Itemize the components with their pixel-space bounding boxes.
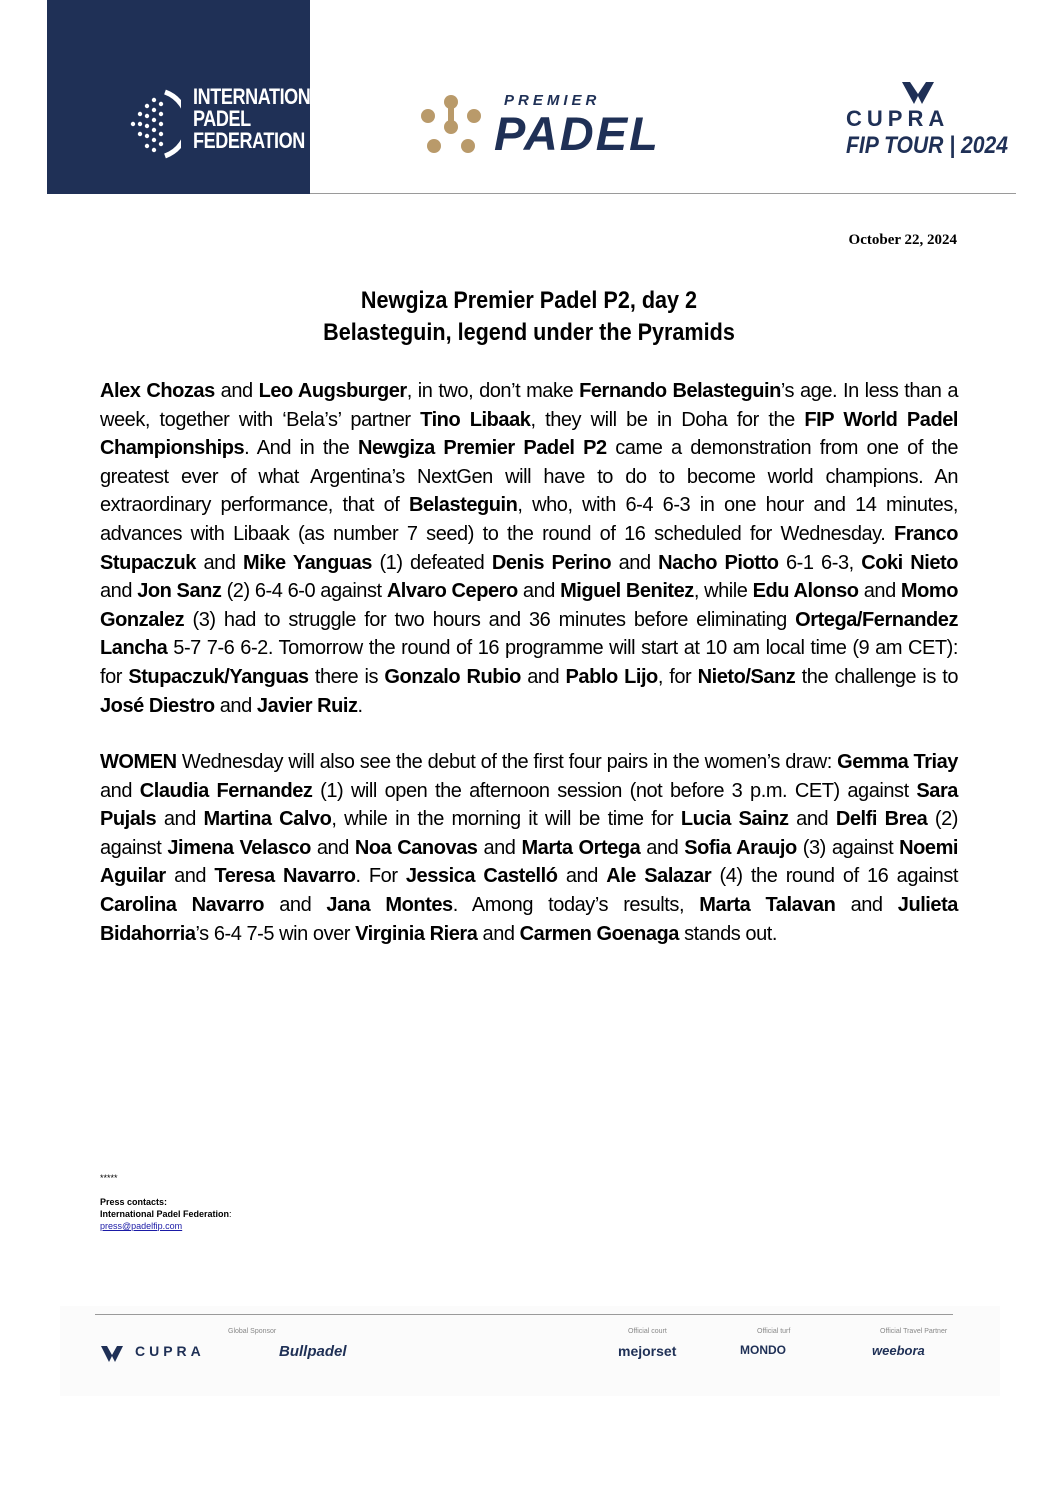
premier-padel-logo xyxy=(418,92,718,162)
mondo-logo: MONDO xyxy=(740,1343,786,1357)
text-run: the challenge is to xyxy=(795,665,959,688)
text-run: . And in the xyxy=(244,437,358,460)
bold-name: Nieto/Sanz xyxy=(697,665,796,688)
text-run: , while xyxy=(693,580,753,603)
separator-stars: ***** xyxy=(100,1173,118,1183)
text-run: , while in the morning it will be time for xyxy=(331,808,681,831)
bold-name: Coki Nieto xyxy=(861,551,959,574)
bold-name: José Diestro xyxy=(100,694,215,717)
text-run: and xyxy=(477,922,520,945)
bold-name: Jessica Castelló xyxy=(405,865,558,888)
cupra-word: CUPRA xyxy=(846,106,950,131)
text-run: , in two, don’t make xyxy=(406,380,580,402)
padel-label: PADEL xyxy=(494,107,660,160)
bold-name: Carmen Goenaga xyxy=(519,922,679,945)
text-run: and xyxy=(557,865,607,888)
text-run: and xyxy=(100,779,140,802)
header-divider xyxy=(310,193,1016,194)
caption-official-turf: Official turf xyxy=(757,1328,791,1335)
text-run: and xyxy=(195,551,244,574)
cupra-emblem-icon xyxy=(900,80,936,106)
bold-name: Sara Pujals xyxy=(100,779,958,831)
text-run: and xyxy=(214,380,259,402)
bold-name: Miguel Benitez xyxy=(560,580,694,603)
paragraph-men xyxy=(100,377,958,720)
text-run: (1) defeated xyxy=(371,551,492,574)
title-line-1: Newgiza Premier Padel P2, day 2 xyxy=(360,287,698,314)
bold-name: Denis Perino xyxy=(491,551,612,574)
padel-flower-icon xyxy=(418,94,484,160)
text-run: stands out. xyxy=(678,922,777,945)
caption-travel-partner: Official Travel Partner xyxy=(880,1328,948,1335)
bold-name: Noa Canovas xyxy=(354,836,478,859)
bold-name: Gonzalo Rubio xyxy=(384,665,521,688)
bold-name: Jana Montes xyxy=(326,893,453,916)
text-run: (2) against xyxy=(100,808,959,859)
bold-name: Edu Alonso xyxy=(752,580,859,603)
bold-name: Marta Talavan xyxy=(699,893,836,916)
text-run: and xyxy=(517,580,561,603)
text-run: (4) the round of 16 against xyxy=(711,865,959,888)
bold-name: Carolina Navarro xyxy=(100,893,265,916)
bold-name: Ale Salazar xyxy=(606,865,712,888)
press-contacts-label: Press contacts: xyxy=(100,1197,168,1207)
bold-name: Pablo Lijo xyxy=(565,665,658,688)
bold-name: Gemma Triay xyxy=(837,751,958,773)
text-run: . xyxy=(357,694,363,717)
text-run: and xyxy=(835,893,898,916)
text-run: and xyxy=(165,865,215,888)
text-run: and xyxy=(640,836,685,859)
bold-name: Sofia Araujo xyxy=(684,836,797,859)
bold-name: Lucia Sainz xyxy=(680,808,789,831)
text-run: 5-7 7-6 6-2. Tomorrow the round of 16 programme will start at 10 am local time (9 am CET): for xyxy=(100,637,958,688)
text-run: , they will be in Doha for the xyxy=(530,408,805,431)
bold-name: Jon Sanz xyxy=(137,580,222,603)
text-run: and xyxy=(264,893,327,916)
bold-name: Claudia Fernandez xyxy=(139,779,313,802)
text-run: 6-1 6-3, xyxy=(778,551,862,574)
bold-name: Martina Calvo xyxy=(203,808,332,831)
ipf-header-panel xyxy=(47,0,334,194)
bold-name: Alex Chozas xyxy=(100,380,215,402)
text-run: there is xyxy=(308,665,385,688)
bold-name: Tino Libaak xyxy=(420,408,531,431)
caption-official-court: Official court xyxy=(628,1328,667,1335)
fip-tour-label: FIP TOUR | 2024 xyxy=(846,132,1009,159)
text-run: , who, with 6-4 6-3 in one hour and 14 minutes, advances with Libaak (as number 7 seed) to the round of 16 scheduled for Wednesday. xyxy=(100,494,958,545)
bold-name: Julieta Bidahorria xyxy=(100,893,958,945)
press-release-title xyxy=(53,285,1005,349)
bold-name: Momo Gonzalez xyxy=(100,580,958,631)
release-date: October 22, 2024 xyxy=(848,232,957,248)
text-run: . Among today’s results, xyxy=(452,893,700,916)
bold-name: Virginia Riera xyxy=(355,922,478,945)
text-run: and xyxy=(611,551,659,574)
text-run: . For xyxy=(355,865,406,888)
bold-name: Fernando Belasteguin xyxy=(579,380,781,402)
caption-global-sponsor: Global Sponsor xyxy=(228,1328,277,1335)
press-email-link[interactable]: press@padelfip.com xyxy=(100,1221,183,1231)
bold-name: Teresa Navarro xyxy=(214,865,356,888)
text-run: , for xyxy=(657,665,698,688)
cupra-fip-tour-logo xyxy=(838,80,1009,170)
bold-name: Nacho Piotto xyxy=(658,551,779,574)
bold-name: Leo Augsburger xyxy=(258,380,407,402)
text-run: and xyxy=(214,694,257,717)
premier-label: PREMIER xyxy=(504,92,601,109)
text-run: (1) will open the afternoon session (not before 3 p.m. CET) against xyxy=(312,779,917,802)
text-run: ’s 6-4 7-5 win over xyxy=(195,922,356,945)
paragraph-women xyxy=(100,748,958,948)
text-run: came a demonstration from one of the greatest ever of what Argentina’s NextGen will have to do to become world champions. An extraordinary performance, that of xyxy=(100,437,958,517)
text-run: (3) against xyxy=(796,836,900,859)
bold-name: Noemi Aguilar xyxy=(100,836,959,888)
bold-name: Javier Ruiz xyxy=(256,694,358,717)
text-run: (3) had to struggle for two hours and 36 minutes before eliminating xyxy=(184,608,796,631)
text-run: and xyxy=(100,580,138,603)
title-line-2: Belasteguin, legend under the Pyramids xyxy=(323,319,735,346)
cupra-footer-logo: CUPRA xyxy=(135,1343,205,1359)
press-org-name: International Padel Federation xyxy=(100,1209,230,1219)
bold-name: Newgiza Premier Padel P2 xyxy=(357,437,607,460)
text-run: and xyxy=(788,808,836,831)
bold-name: Franco Stupaczuk xyxy=(100,522,958,574)
bold-name: Delfi Brea xyxy=(835,808,928,831)
bold-name: Belasteguin xyxy=(409,494,518,517)
text-run: and xyxy=(310,836,355,859)
bold-name: Ortega/Fernandez Lancha xyxy=(100,608,958,660)
text-run: and xyxy=(858,580,901,603)
ipf-ball-logo-icon xyxy=(125,88,181,160)
bold-name: Stupaczuk/Yanguas xyxy=(128,665,309,688)
bold-name: FIP World Padel Championships xyxy=(100,408,959,460)
text-run: and xyxy=(477,836,522,859)
mejorset-logo: mejorset xyxy=(618,1343,677,1359)
text-run: (2) 6-4 6-0 against xyxy=(221,580,387,603)
cupra-footer-emblem-icon xyxy=(100,1345,124,1363)
text-run: and xyxy=(520,665,566,688)
bold-name: Jimena Velasco xyxy=(167,836,311,859)
press-contacts: ***** Press contacts: International Padel Federation: press@padelfip.com xyxy=(100,1173,232,1231)
text-run: ’s age. In less than a week, together with ‘Bela’s’ partner xyxy=(100,380,958,431)
bold-name: Marta Ortega xyxy=(521,836,641,859)
bold-name: WOMEN xyxy=(100,751,177,773)
footer-divider xyxy=(95,1314,953,1315)
ipf-wordmark: INTERNATIONAL PADEL FEDERATION xyxy=(193,84,334,153)
text-run: Wednesday will also see the debut of the first four pairs in the women’s draw: xyxy=(176,751,838,773)
weebora-logo: weebora xyxy=(872,1343,925,1358)
bullpadel-logo: Bullpadel xyxy=(279,1343,347,1360)
bold-name: Alvaro Cepero xyxy=(386,580,518,603)
bold-name: Mike Yanguas xyxy=(243,551,372,574)
text-run: and xyxy=(156,808,204,831)
